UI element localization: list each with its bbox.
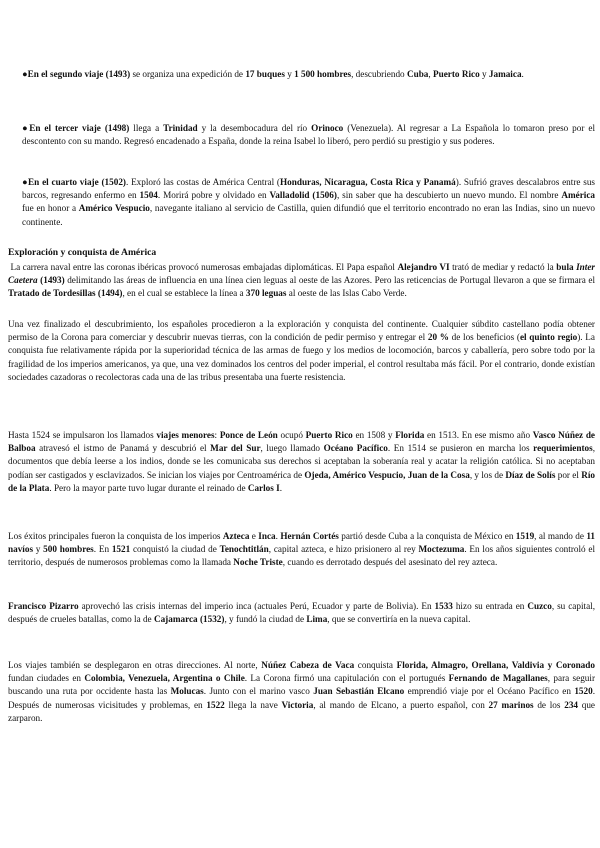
- text-run: , navegante italiano al servicio de Castilla, quien difundió que el territorio encontrado no eran las Indias, sino un nuevo continente.: [22, 203, 596, 227]
- bullet-fourth-voyage: [22, 176, 595, 229]
- text-run: ocupó: [277, 430, 306, 440]
- text-run: , capital azteca, e hizo prisionero al rey: [268, 544, 419, 555]
- bold-text-run: viajes menores: [156, 430, 215, 440]
- bold-text-run: 234: [564, 699, 578, 710]
- bold-text-run: Trinidad: [163, 123, 198, 133]
- bold-text-run: Tenochtitlán: [219, 544, 269, 555]
- bold-text-run: Río de la Plata: [8, 469, 596, 493]
- bold-text-run: Jamaica: [488, 69, 522, 79]
- text-run: hizo su entrada en: [452, 601, 528, 611]
- bold-text-run: Puerto Rico: [433, 69, 480, 79]
- bold-text-run: Colombia, Venezuela, Argentina o Chile: [84, 673, 245, 684]
- text-run: ). La conquista fue relativamente rápida por la superioridad técnica de las armas de fuego y los medios de locomoción, barcos y caballería, pero sobre todo por la fragilidad de los imperios americanos, ya que, una vez dominados los centros del poder imperial, el control resultaba más fácil. Por el contrario, donde existían sociedades cazadoras o recolectoras cada una de las tribus presentaba una fuerte resistencia.: [8, 332, 595, 382]
- text-run: La carrera naval entre las coronas ibéricas provocó numerosas embajadas diplomáticas. El Papa español: [8, 262, 398, 272]
- text-run: llega a: [129, 123, 164, 133]
- bold-text-run: Juan Sebastián Elcano: [313, 686, 405, 697]
- bold-text-run: 1 500 hombres: [294, 69, 352, 79]
- text-run: llega la nave: [224, 699, 282, 710]
- text-run: ). Sufrió graves descalabros entre sus barcos, regresando enfermo en: [22, 177, 595, 201]
- bold-text-run: Cajamarca (1532): [153, 614, 225, 625]
- bold-text-run: 1504: [139, 190, 158, 201]
- bold-text-run: Díaz de Solís: [505, 469, 556, 480]
- text-run: . Exploró las costas de América Central (: [125, 177, 280, 187]
- text-run: , y fundó la ciudad de: [224, 614, 307, 625]
- paragraph-pizarro: [8, 600, 595, 626]
- paragraph-minor-voyages: [8, 429, 595, 495]
- bold-text-run: Florida, Almagro, Orellana, Valdivia y Coronado: [396, 660, 595, 670]
- bold-text-run: Puerto Rico: [305, 430, 353, 440]
- bold-text-run: Cuba: [406, 69, 429, 79]
- text-run: se organiza una expedición de: [130, 69, 246, 79]
- text-run: al oeste de las Islas Cabo Verde.: [286, 288, 407, 299]
- bold-text-run: 17 buques: [245, 69, 285, 79]
- bold-text-run: Carlos I: [247, 482, 280, 493]
- bold-text-run: 1521: [111, 544, 131, 555]
- bullet-icon: ●: [22, 69, 28, 79]
- text-run: e: [249, 531, 259, 541]
- bold-text-run: América: [561, 190, 596, 201]
- bullet-icon: ●: [22, 123, 30, 133]
- text-run: .: [521, 69, 524, 79]
- bold-text-run: requerimientos: [533, 443, 593, 454]
- text-run: , y los de: [469, 469, 506, 480]
- bullet-third-voyage: [22, 122, 595, 148]
- bold-text-run: 370 leguas: [245, 288, 287, 299]
- text-run: . Junto con el marino vasco: [203, 686, 314, 697]
- paragraph-other-voyages: [8, 659, 595, 725]
- bold-text-run: 1522: [206, 699, 225, 710]
- text-run: . Después de numerosas vicisitudes y problemas, en: [8, 686, 595, 710]
- bold-text-run: En el cuarto viaje (1502): [28, 177, 126, 187]
- text-run: fundan ciudades en: [8, 673, 85, 684]
- bold-text-run: En el tercer viaje (1498): [29, 123, 130, 133]
- text-run: , descubriendo: [351, 69, 407, 79]
- bold-text-run: Florida: [395, 430, 425, 440]
- bold-text-run: Ojeda, Américo Vespucio, Juan de la Cosa: [304, 469, 470, 480]
- text-run: . Pero la mayor parte tuvo lugar durante el reinado de: [49, 482, 248, 493]
- text-run: conquista: [354, 660, 397, 670]
- text-run: en 1508 y: [352, 430, 396, 440]
- text-run: y: [33, 544, 44, 555]
- text-run: y: [479, 69, 489, 79]
- bold-text-run: Américo Vespucio: [78, 203, 150, 214]
- bold-text-run: Noche Triste: [233, 557, 283, 568]
- paragraph-exploration: [8, 318, 595, 384]
- bold-text-run: 20 %: [427, 332, 449, 343]
- text-run: Una vez finalizado el descubrimiento, los españoles procedieron a la exploración y conquista del continente. Cualquier súbdito castellano podía obtener permiso de la Corona para comerciar y descubrir nuevas tierras, con la condición de pedir permiso y entregar el: [8, 319, 595, 343]
- text-run: , al mando de: [534, 531, 587, 541]
- text-run: partió desde Cuba a la conquista de México en: [338, 531, 516, 541]
- text-run: y: [284, 69, 295, 79]
- bold-text-run: Inter Caetera: [8, 262, 595, 286]
- bold-text-run: Vasco Núñez de Balboa: [8, 430, 596, 454]
- text-run: .: [279, 482, 283, 493]
- text-run: . En los años siguientes controló el territorio, después de numerosos problemas como la llamada: [8, 544, 596, 568]
- section-heading: Exploración y conquista de América: [8, 247, 157, 258]
- text-run: Hasta 1524 se impulsaron los llamados: [8, 430, 157, 440]
- paragraph-diplomacy: [8, 261, 595, 301]
- text-run: , cuando es derrotado después del asesinato del rey azteca.: [282, 557, 498, 568]
- bold-text-run: Inca: [258, 531, 276, 541]
- bold-text-run: 1519: [515, 531, 535, 541]
- text-run: .: [275, 531, 281, 541]
- paragraph-aztec-inca: [8, 530, 595, 570]
- text-run: (Venezuela). Al regresar a La Española lo tomaron preso por el descontento con su mando. Regresó encadenado a España, donde la reina Isabel lo liberó, pero perdió su prestigio y sus poderes.: [22, 123, 595, 147]
- bold-text-run: Francisco Pizarro: [8, 601, 79, 611]
- bold-text-run: Orinoco: [311, 123, 344, 133]
- bold-text-run: Cuzco: [527, 601, 552, 611]
- bold-text-run: el quinto regio: [519, 332, 578, 343]
- bold-text-run: En el segundo viaje (1493): [27, 69, 131, 79]
- text-run: , al mando de Elcano, a puerto español, con: [313, 699, 489, 710]
- bold-text-run: Moctezuma: [418, 544, 465, 555]
- text-run: Los éxitos principales fueron la conquista de los imperios: [8, 531, 223, 541]
- text-run: . La Corona firmó una capitulación con el portugués: [244, 673, 449, 684]
- bullet-second-voyage: [22, 68, 595, 81]
- text-run: en 1513. En ese mismo año: [424, 430, 533, 440]
- bold-text-run: Hernán Cortés: [280, 531, 339, 541]
- text-run: , documentos que debía leerse a los indios, donde se les comunicaba sus derechos si aceptaban la soberanía real y acatar la religión católica. Si no aceptaban podían ser castigados y esclavizados. Se inician los viajes por Centroamérica de: [8, 443, 595, 480]
- bold-text-run: Fernando de Magallanes: [448, 673, 548, 684]
- text-run: , en el cual se establece la línea a: [122, 288, 246, 299]
- bold-text-run: Ponce de León: [219, 430, 278, 440]
- bold-text-run: 500 hombres: [43, 544, 94, 555]
- bold-text-run: Mar del Sur: [210, 443, 261, 454]
- text-run: . Morirá pobre y olvidado en: [157, 190, 270, 201]
- text-run: Los viajes también se desplegaron en otras direcciones. Al norte,: [8, 660, 262, 670]
- bold-text-run: Alejandro VI: [397, 262, 450, 272]
- bold-text-run: Azteca: [222, 531, 250, 541]
- bold-text-run: 11 navíos: [8, 531, 596, 555]
- bold-text-run: bula: [556, 262, 577, 272]
- text-run: . En 1514 se pusieron en marcha los: [387, 443, 534, 454]
- bold-text-run: Tratado de Tordesillas (1494): [8, 288, 123, 299]
- text-run: , que se convertiría en la nueva capital.: [327, 614, 471, 625]
- text-run: , luego llamado: [260, 443, 324, 454]
- bullet-icon: ●: [22, 177, 29, 187]
- bold-text-run: Valladolid (1506): [269, 190, 337, 201]
- bold-text-run: Océano Pacífico: [323, 443, 388, 454]
- bold-text-run: 1533: [434, 601, 453, 611]
- bold-text-run: 1520: [574, 686, 593, 697]
- text-run: conquistó la ciudad de: [130, 544, 220, 555]
- text-run: ,: [428, 69, 433, 79]
- text-run: :: [214, 430, 220, 440]
- bold-text-run: Molucas: [170, 686, 204, 697]
- bold-text-run: Honduras, Nicaragua, Costa Rica y Panamá: [279, 177, 456, 187]
- text-run: fue en honor a: [22, 203, 79, 214]
- bold-text-run: Victoria: [281, 699, 314, 710]
- text-run: por el: [555, 469, 582, 480]
- text-run: , sin saber que ha descubierto un nuevo mundo. El nombre: [336, 190, 562, 201]
- text-run: y la desembocadura del río: [197, 123, 312, 133]
- text-run: atravesó el istmo de Panamá y descubrió el: [35, 443, 211, 454]
- text-run: delimitando las áreas de influencia en una línea cien leguas al oeste de las Azores. Pero las reticencias de Portugal llevaron a que se firmara el: [64, 275, 595, 286]
- bold-text-run: Lima: [306, 614, 328, 625]
- text-run: de los beneficios (: [448, 332, 520, 343]
- text-run: trató de mediar y redactó la: [449, 262, 557, 272]
- text-run: , para seguir buscando una ruta por occidente hasta las: [8, 673, 596, 697]
- text-run: que zarparon.: [8, 699, 595, 723]
- text-run: , su capital, después de crueles batallas, como la de: [8, 601, 595, 625]
- text-run: emprendió viaje por el Océano Pacífico en: [404, 686, 575, 697]
- text-run: aprovechó las crisis internas del imperio inca (actuales Perú, Ecuador y parte de Bolivia). En: [78, 601, 435, 611]
- text-run: de los: [533, 699, 565, 710]
- text-run: . En: [93, 544, 112, 555]
- bold-text-run: Núñez Cabeza de Vaca: [261, 660, 355, 670]
- bold-text-run: (1493): [37, 275, 65, 286]
- bold-text-run: 27 marinos: [488, 699, 534, 710]
